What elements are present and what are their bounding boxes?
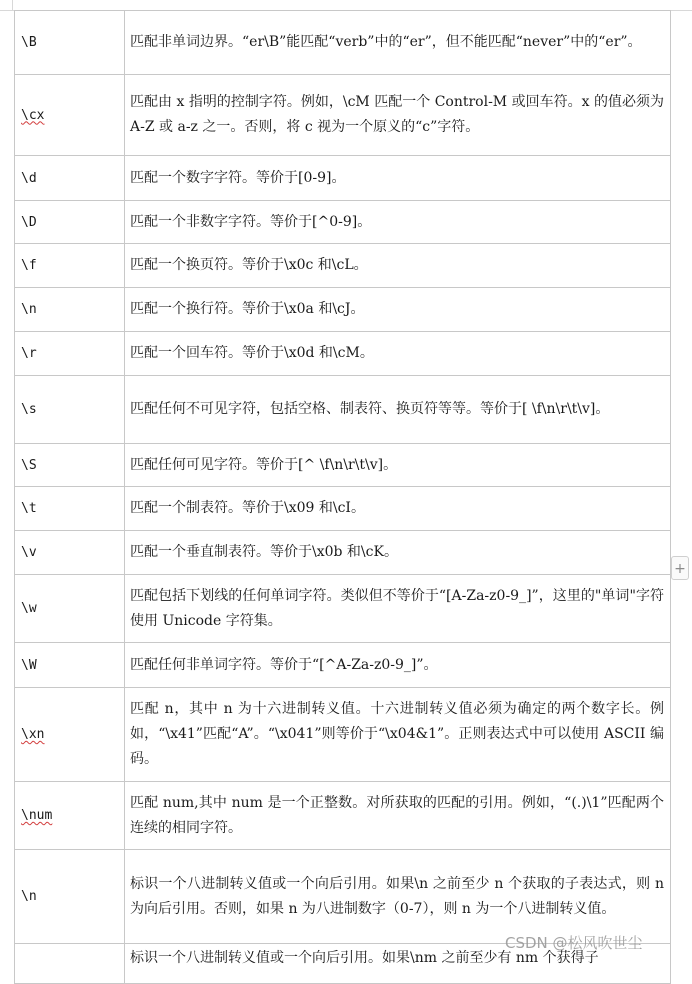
symbol-cell xyxy=(15,944,125,984)
description-cell: 匹配任何非单词字符。等价于“[^A-Za-z0-9_]”。 xyxy=(125,643,671,688)
table-row xyxy=(15,444,671,487)
symbol-text: \num xyxy=(21,808,53,823)
description-cell: 匹配由 x 指明的控制字符。例如，\cM 匹配一个 Control-M 或回车符。x 的值必须为 A-Z 或 a-z 之一。否则，将 c 视为一个原义的“c”字符。 xyxy=(125,75,671,156)
symbol-cell: \w xyxy=(15,575,125,643)
description-cell: 匹配一个数字字符。等价于[0-9]。 xyxy=(125,156,671,201)
table-row xyxy=(15,244,671,288)
description-cell: 匹配一个换行符。等价于\x0a 和\cJ。 xyxy=(125,288,671,332)
table-row xyxy=(15,332,671,376)
symbol-cell: \v xyxy=(15,531,125,575)
description-cell: 匹配非单词边界。“er\B”能匹配“verb”中的“er”，但不能匹配“never”中的“er”。 xyxy=(125,11,671,75)
description-cell: 匹配一个回车符。等价于\x0d 和\cM。 xyxy=(125,332,671,376)
description-cell: 标识一个八进制转义值或一个向后引用。如果\nm 之前至少有 nm 个获得子 xyxy=(125,944,671,984)
table-row xyxy=(15,201,671,244)
symbol-cell xyxy=(15,782,125,850)
description-cell: 匹配包括下划线的任何单词字符。类似但不等价于“[A-Za-z0-9_]”，这里的"单词"字符使用 Unicode 字符集。 xyxy=(125,575,671,643)
table-row xyxy=(15,288,671,332)
symbol-cell: \n xyxy=(15,288,125,332)
add-row-button[interactable]: + xyxy=(671,556,689,580)
description-cell: 匹配一个非数字字符。等价于[^0-9]。 xyxy=(125,201,671,244)
symbol-cell: \f xyxy=(15,244,125,288)
description-cell: 匹配 num,其中 num 是一个正整数。对所获取的匹配的引用。例如，“(.)\1”匹配两个连续的相同字符。 xyxy=(125,782,671,850)
table-row xyxy=(15,575,671,643)
symbol-text: \cx xyxy=(21,107,45,123)
top-border-tick xyxy=(12,0,13,10)
description-cell: 匹配一个制表符。等价于\x09 和\cI。 xyxy=(125,487,671,531)
description-cell: 匹配一个垂直制表符。等价于\x0b 和\cK。 xyxy=(125,531,671,575)
symbol-cell: \D xyxy=(15,201,125,244)
table-row xyxy=(15,487,671,531)
symbol-cell: \r xyxy=(15,332,125,376)
table-row xyxy=(15,688,671,782)
table-row xyxy=(15,11,671,75)
symbol-cell: \W xyxy=(15,643,125,688)
table-row xyxy=(15,782,671,850)
table-row xyxy=(15,531,671,575)
regex-reference-table xyxy=(14,10,671,984)
symbol-cell: \d xyxy=(15,156,125,201)
table-row xyxy=(15,156,671,201)
symbol-cell: \n xyxy=(15,850,125,944)
table-row xyxy=(15,850,671,944)
table-row xyxy=(15,75,671,156)
symbol-text: \xn xyxy=(21,727,45,742)
description-cell: 匹配任何不可见字符，包括空格、制表符、换页符等等。等价于[ \f\n\r\t\v]。 xyxy=(125,376,671,444)
description-cell: 匹配 n，其中 n 为十六进制转义值。十六进制转义值必须为确定的两个数字长。例如，“\x41”匹配“A”。“\x041”则等价于“\x04&1”。正则表达式中可以使用 ASCII 编码。 xyxy=(125,688,671,782)
description-cell: 匹配任何可见字符。等价于[^ \f\n\r\t\v]。 xyxy=(125,444,671,487)
symbol-cell: \B xyxy=(15,11,125,75)
symbol-cell: \S xyxy=(15,444,125,487)
table-row xyxy=(15,376,671,444)
table-row xyxy=(15,643,671,688)
description-cell: 标识一个八进制转义值或一个向后引用。如果\n 之前至少 n 个获取的子表达式，则 n 为向后引用。否则，如果 n 为八进制数字（0-7），则 n 为一个八进制转义值。 xyxy=(125,850,671,944)
symbol-cell xyxy=(15,75,125,156)
symbol-cell xyxy=(15,688,125,782)
symbol-cell: \s xyxy=(15,376,125,444)
description-cell: 匹配一个换页符。等价于\x0c 和\cL。 xyxy=(125,244,671,288)
csdn-watermark: CSDN @松风吹世尘 xyxy=(505,934,643,952)
symbol-cell: \t xyxy=(15,487,125,531)
